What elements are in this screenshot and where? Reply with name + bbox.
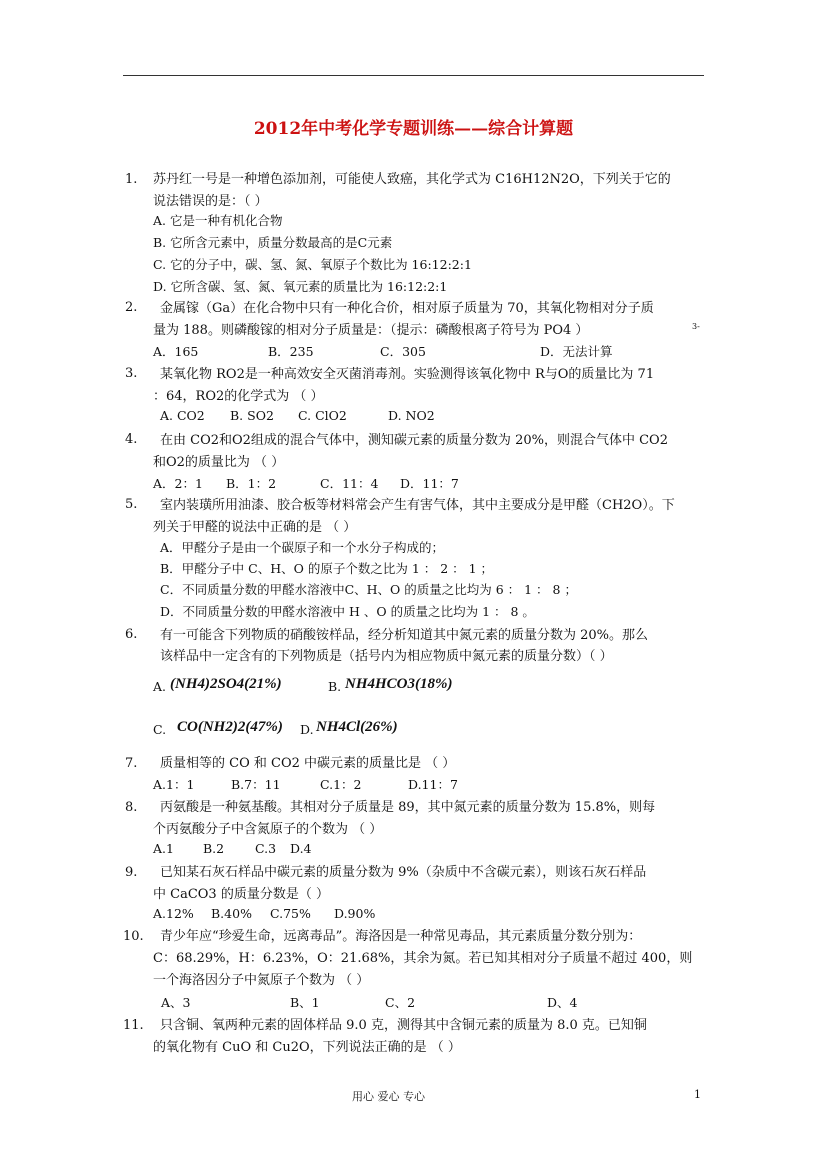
question-text-line: 列关于甲醛的说法中正确的是 （ ） (153, 520, 357, 535)
option-d: D.90% (334, 906, 376, 921)
option-a: A、3 (161, 995, 191, 1010)
question-number: 7. (125, 756, 138, 771)
option-d: D．无法计算 (540, 344, 613, 359)
question-number: 8. (125, 800, 138, 815)
question-text-line: 金属镓（Ga）在化合物中只有一种化合价，相对原子质量为 70，其氧化物相对分子质 (160, 301, 654, 316)
option-a: A.1 (153, 841, 174, 856)
option-b: B. SO2 (230, 408, 274, 423)
option-c: C.75% (270, 906, 311, 921)
question-text-line: 说法错误的是：（ ） (153, 194, 268, 209)
option-c: C. 它的分子中，碳、氢、氮、氧原子个数比为 16:12:2:1 (153, 257, 472, 272)
question-text-line: 该样品中一定含有的下列物质是（括号内为相应物质中氮元素的质量分数）（ ） (160, 649, 613, 664)
option-b: B．1：2 (226, 476, 277, 491)
question-number: 5. (125, 497, 138, 512)
option-a: A．165 (153, 344, 199, 359)
option-b: B．235 (268, 344, 314, 359)
option-d-formula: NH4Cl(26%) (316, 719, 398, 735)
question-text-line: ：64，RO2的化学式为 （ ） (153, 389, 324, 404)
option-c: C、2 (385, 995, 416, 1010)
option-d: D、4 (547, 995, 578, 1010)
question-text-line: 丙氨酸是一种氨基酸。其相对分子质量是 89，其中氮元素的质量分数为 15.8%，则每 (160, 800, 656, 815)
option-d: D.4 (290, 841, 312, 856)
page-number: 1 (694, 1088, 701, 1101)
question-text-line: 青少年应“珍爱生命，远离毒品”。海洛因是一种常见毒品，其元素质量分数分别为： (160, 929, 642, 944)
option-c: C. ClO2 (298, 408, 347, 423)
ion-charge-superscript: 3- (692, 322, 700, 331)
question-number: 6. (125, 627, 138, 642)
question-number: 4. (125, 432, 138, 447)
option-c: C.1：2 (320, 777, 362, 792)
option-b: B. 它所含元素中，质量分数最高的是C元素 (153, 235, 393, 250)
option-d: D.11：7 (408, 777, 458, 792)
question-text-line: 在由 CO2和O2组成的混合气体中，测知碳元素的质量分数为 20%，则混合气体中 CO2 (160, 433, 668, 448)
option-d: D. NO2 (388, 408, 435, 423)
option-c: C.3 (255, 841, 277, 856)
option-d-label: D. (300, 722, 314, 737)
question-text-line: C：68.29%，H：6.23%，O：21.68%，其余为氮。若已知其相对分子质量不超过 400，则 (153, 951, 693, 966)
option-a: A. CO2 (160, 408, 205, 423)
page-title: 2012年中考化学专题训练——综合计算题 (253, 119, 574, 139)
question-text-line: 中 CaCO3 的质量分数是（ ） (153, 887, 329, 902)
question-text-line: 量为 188。则磷酸镓的相对分子质量是：（提示：磷酸根离子符号为 PO4 ） (153, 323, 589, 338)
option-c: C．305 (380, 344, 426, 359)
option-b: B.2 (203, 841, 225, 856)
option-d: D．11：7 (400, 476, 459, 491)
option-c: C．不同质量分数的甲醛水溶液中C、H、O 的质量之比均为 6 ： 1 ： 8 ； (160, 582, 577, 597)
option-a: A．甲醛分子是由一个碳原子和一个水分子构成的； (160, 540, 445, 555)
footer-motto: 用心 爱心 专心 (352, 1090, 425, 1103)
question-text-line: 某氧化物 RO2是一种高效安全灭菌消毒剂。实验测得该氧化物中 R与O的质量比为 71 (160, 367, 655, 382)
option-b: B、1 (290, 995, 320, 1010)
question-text-line: 已知某石灰石样品中碳元素的质量分数为 9%（杂质中不含碳元素），则该石灰石样品 (160, 865, 647, 880)
question-text-line: 质量相等的 CO 和 CO2 中碳元素的质量比是 （ ） (160, 756, 456, 771)
option-a-label: A. (153, 679, 167, 694)
option-d: D．不同质量分数的甲醛水溶液中 H 、O 的质量之比均为 1 ： 8 。 (160, 604, 535, 619)
option-b: B.7：11 (231, 777, 281, 792)
question-number: 2. (125, 300, 138, 315)
option-b-formula: NH4HCO3(18%) (345, 676, 453, 692)
option-b-label: B. (328, 679, 342, 694)
option-a: A．2：1 (153, 476, 203, 491)
option-a: A.12% (153, 906, 194, 921)
option-b: B.40% (211, 906, 252, 921)
option-d: D. 它所含碳、氢、氮、氧元素的质量比为 16:12:2:1 (153, 279, 448, 294)
question-text-line: 有一可能含下列物质的硝酸铵样品，经分析知道其中氮元素的质量分数为 20%。那么 (160, 628, 649, 643)
question-text-line: 和O2的质量比为 （ ） (153, 455, 285, 470)
option-c: C．11：4 (320, 476, 379, 491)
question-number: 1. (125, 172, 138, 187)
option-b: B．甲醛分子中 C、H、O 的原子个数之比为 1 ： 2 ： 1 ； (160, 561, 494, 576)
question-text-line: 室内装璜所用油漆、胶合板等材料常会产生有害气体，其中主要成分是甲醛（CH2O）。下 (160, 498, 675, 513)
question-text-line: 苏丹红一号是一种增色添加剂，可能使人致癌，其化学式为 C16H12N2O，下列关于它的 (153, 172, 671, 187)
question-number: 3. (125, 366, 138, 381)
question-text-line: 的氧化物有 CuO 和 Cu2O，下列说法正确的是 （ ） (153, 1040, 461, 1055)
option-a: A.1：1 (153, 777, 195, 792)
option-a: A. 它是一种有机化合物 (153, 213, 283, 228)
option-a-formula: (NH4)2SO4(21%) (170, 676, 282, 692)
question-number: 10. (123, 929, 144, 944)
option-c-label: C. (153, 722, 167, 737)
header-rule (123, 75, 704, 76)
question-number: 9. (125, 865, 138, 880)
question-number: 11. (123, 1018, 144, 1033)
question-text-line: 个丙氨酸分子中含氮原子的个数为 （ ） (153, 822, 383, 837)
question-text-line: 只含铜、氧两种元素的固体样品 9.0 克，测得其中含铜元素的质量为 8.0 克。已知铜 (160, 1018, 647, 1033)
question-text-line: 一个海洛因分子中氮原子个数为 （ ） (153, 973, 370, 988)
option-c-formula: CO(NH2)2(47%) (177, 719, 283, 735)
